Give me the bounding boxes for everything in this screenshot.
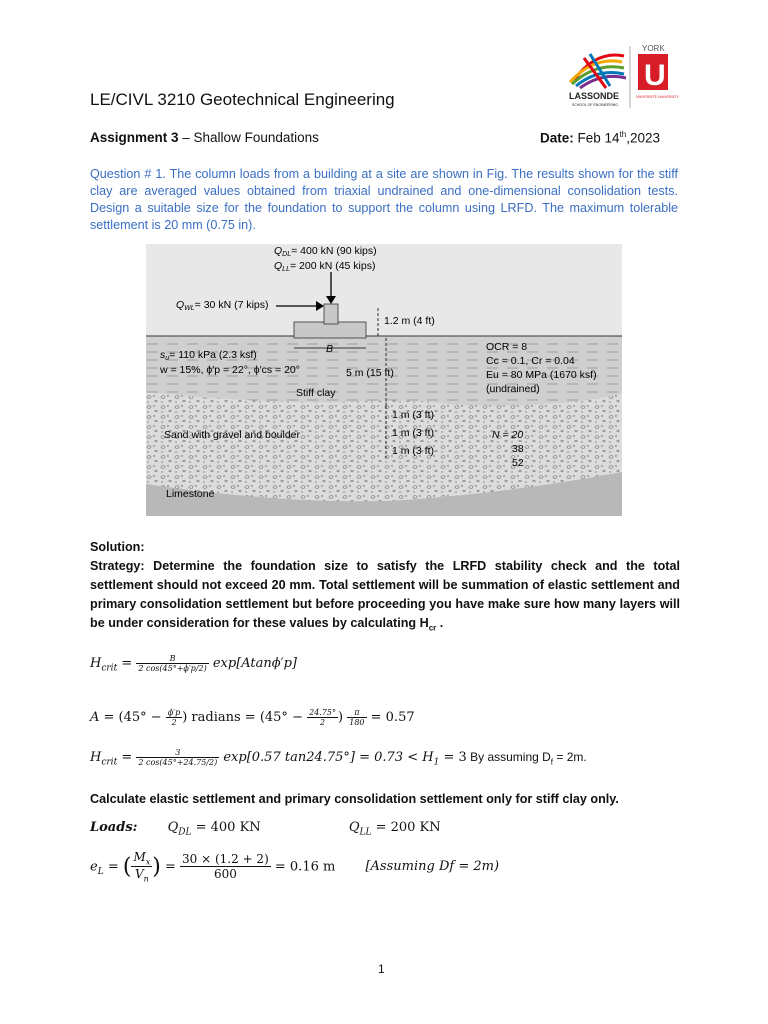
hcrit2-rhs: exp[0.57 tan24.75°] = 0.73 < H — [223, 750, 434, 765]
lassonde-york-logo — [566, 42, 690, 112]
a-part3: ) radians = (45° − — [182, 710, 303, 725]
el-note: [Assuming Df = 2m) — [365, 859, 500, 875]
solution-block — [90, 538, 680, 638]
hcrit1-fraction — [136, 654, 208, 673]
hcrit1-sub: crit — [101, 663, 118, 674]
a-equation — [90, 708, 415, 727]
hcrit1-eq: = — [117, 656, 137, 671]
fig-undrained: (undrained) — [486, 383, 540, 395]
a-part1: A = — [90, 710, 119, 725]
fig-su: su= 110 kPa (2.3 ksf) — [160, 349, 257, 362]
el-lhs-sub: L — [97, 866, 104, 877]
hcrit2-num: 3 — [136, 748, 219, 758]
a-part4: ) — [338, 710, 344, 725]
fig-clay-thickness: 5 m (15 ft) — [346, 367, 394, 379]
a-part5: = 0.57 — [366, 710, 415, 725]
a-frac2-den: 2 — [320, 718, 326, 727]
fig-ocr: OCR = 8 — [486, 341, 528, 353]
fig-qll: QLL= 200 kN (45 kips) — [274, 260, 376, 273]
hcrit-equation-2 — [90, 748, 587, 768]
a-frac-den: 2 — [171, 718, 177, 727]
soil-profile-figure — [146, 244, 622, 516]
fig-w-line: w = 15%, ϕ′p = 22°, ϕ′cs = 20° — [160, 364, 300, 376]
fig-layer-3: 1 m (3 ft) — [392, 445, 435, 457]
calc-instruction: Calculate elastic settlement and primary consolidation settlement only for stiff clay only. — [90, 792, 619, 806]
logo-name: LASSONDE — [569, 91, 620, 101]
strategy-sub: cr — [428, 623, 437, 633]
assignment-topic: – Shallow Foundations — [178, 130, 319, 145]
date-suffix: th — [619, 130, 627, 139]
eccentricity-equation: $e_L$ = ( $\frac{M_x}{V_n}$ ) = $\frac{30 \times (1.2 + 2)}{600}$ = 0.16 m [Assuming Df = 2m) — [90, 850, 500, 884]
hcrit2-note: By assuming $D_f = 2m$. — [466, 750, 587, 767]
hcrit1-lhs: H — [90, 656, 102, 671]
fig-n-38: 38 — [512, 443, 524, 455]
hcrit2-end: = 3 — [439, 750, 467, 765]
fig-b-label: B — [326, 343, 334, 355]
hcrit2-h1sub: 1 — [433, 757, 440, 768]
fig-limestone: Limestone — [166, 488, 215, 500]
logo-sub: SCHOOL OF ENGINEERING — [572, 103, 618, 107]
fig-eu: Eu = 80 MPa (1670 ksf) — [486, 369, 597, 381]
hcrit-equation-1 — [90, 654, 297, 674]
fig-stiff-clay: Stiff clay — [296, 387, 336, 399]
fig-layer-1: 1 m (3 ft) — [392, 409, 435, 421]
hcrit2-den: 2 cos(45°+24.75/2) — [138, 758, 218, 767]
fig-qdl: QDL= 400 kN (90 kips) — [274, 245, 377, 258]
hcrit1-den: 2 cos(45°+ϕ′p/2) — [138, 664, 207, 673]
page-number: 1 — [378, 962, 385, 976]
date-line — [540, 130, 660, 146]
strategy-text: Strategy: Determine the foundation size to satisfy the LRFD stability check and the total settlement should not exceed 20 mm. Total settlement will be summation of elastic settlement and primary consolidation settlement but before proceeding you have make sure how many layers will be under consideration for these values by calculating H — [90, 559, 680, 630]
el-result: = 0.16 m — [274, 859, 336, 875]
assignment-line — [90, 130, 319, 145]
solution-strategy — [90, 557, 680, 638]
fig-sand: Sand with gravel and boulder — [164, 429, 301, 441]
date-year: ,2023 — [626, 130, 661, 146]
assignment-label: Assignment 3 — [90, 130, 179, 145]
fig-qwl: QWL= 30 kN (7 kips) — [176, 299, 269, 312]
loads-label: Loads: — [90, 820, 138, 835]
hcrit1-num: B — [136, 654, 208, 664]
fig-depth: 1.2 m (4 ft) — [384, 315, 435, 327]
logo-side: UNIVERSITÉ UNIVERSITY — [636, 95, 679, 99]
strategy-end: . — [436, 616, 444, 630]
a-frac3-num: π — [347, 708, 366, 718]
load-qdl: $Q_{DL} = 400$ KN — [167, 820, 261, 838]
question-text: Question # 1. The column loads from a building at a site are shown in Fig. The results shown for the stiff clay are averaged values obtained from triaxial undrained and one-dimensional consolidation tests. Design a suitable size for the foundation to support the column using LRFD. The maximum tolerable settlement is 20 mm (0.75 in). — [90, 167, 678, 232]
lassonde-swoosh-icon — [570, 54, 626, 88]
logo-top: YORK — [642, 44, 665, 53]
el-lhs: e — [90, 859, 98, 875]
course-title: LE/CIVL 3210 Geotechnical Engineering — [90, 90, 395, 109]
load-qll: $Q_{LL} = 200$ KN — [348, 820, 441, 838]
date-value: Feb 14 — [573, 130, 620, 146]
hcrit2-lhs: H — [90, 750, 102, 765]
fig-cc: Cc = 0.1, Cr = 0.04 — [486, 355, 575, 367]
fig-n-52: 52 — [512, 457, 524, 469]
date-label: Date: — [540, 130, 574, 146]
a-frac3-den: 180 — [349, 718, 365, 727]
loads-line — [90, 820, 441, 838]
a-frac2-num: 24.75° — [309, 708, 337, 717]
logo-letter: U — [644, 59, 666, 92]
solution-heading: Solution: — [90, 540, 145, 554]
hcrit1-rhs: exp[Atanϕ′p] — [212, 656, 297, 671]
fig-layer-2: 1 m (3 ft) — [392, 427, 435, 439]
el-num: 30 × (1.2 + 2) — [182, 852, 269, 867]
fig-n-label: N = 20 — [492, 429, 524, 441]
hcrit2-eq: = — [117, 750, 137, 765]
a-frac-num: ϕ′p — [167, 708, 181, 717]
a-part2: (45° − — [118, 710, 162, 725]
hcrit2-sub: crit — [101, 757, 118, 768]
el-den: 600 — [213, 867, 237, 882]
